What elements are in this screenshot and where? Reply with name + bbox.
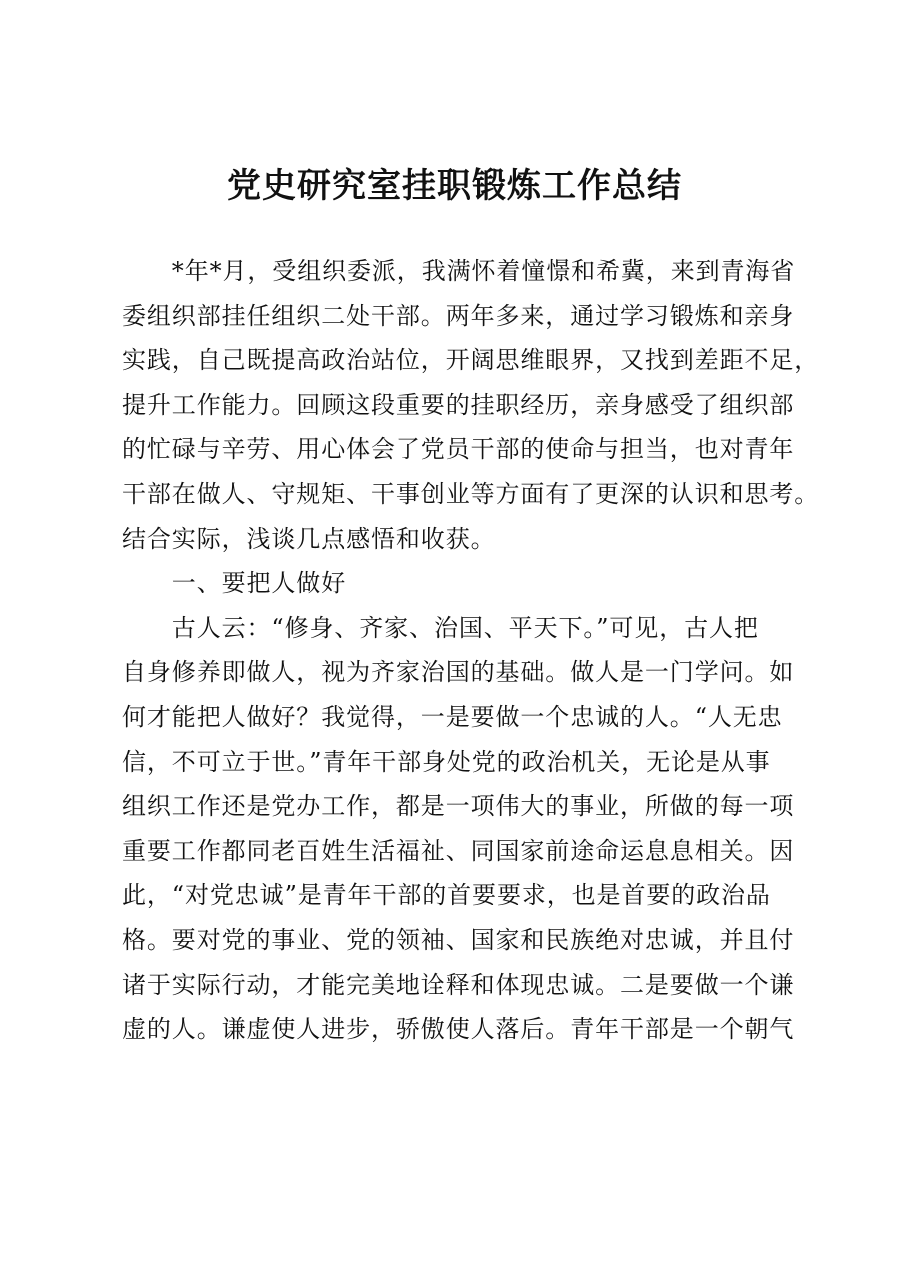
body-line: 委组织部挂任组织二处干部。两年多来，通过学习锻炼和亲身 <box>122 301 795 330</box>
body-line: 此，“对党忠诚”是青年干部的首要要求，也是首要的政治品 <box>122 881 771 910</box>
body-line: 的忙碌与辛劳、用心体会了党员干部的使命与担当，也对青年 <box>122 435 795 464</box>
document-body <box>122 249 820 1052</box>
body-line: 干部在做人、守规矩、干事创业等方面有了更深的认识和思考。 <box>122 479 820 508</box>
document-title: 党史研究室挂职锻炼工作总结 <box>227 166 682 206</box>
body-line: 重要工作都同老百姓生活福祉、同国家前途命运息息相关。因 <box>122 836 795 865</box>
body-line: 何才能把人做好？我觉得，一是要做一个忠诚的人。“人无忠 <box>122 702 783 731</box>
section-heading: 一、要把人做好 <box>122 569 347 598</box>
body-line: *年*月，受组织委派，我满怀着憧憬和希冀，来到青海省 <box>122 257 796 285</box>
body-line: 结合实际，浅谈几点感悟和收获。 <box>122 524 496 553</box>
body-line: 实践，自己既提高政治站位，开阔思维眼界，又找到差距不足， <box>122 346 820 375</box>
body-line: 诸于实际行动，才能完美地诠释和体现忠诚。二是要做一个谦 <box>122 970 795 999</box>
body-line: 信，不可立于世。”青年干部身处党的政治机关，无论是从事 <box>122 747 771 776</box>
body-line: 组织工作还是党办工作，都是一项伟大的事业，所做的每一项 <box>122 792 795 821</box>
body-line: 提升工作能力。回顾这段重要的挂职经历，亲身感受了组织部 <box>122 390 795 419</box>
body-line: 虚的人。谦虚使人进步，骄傲使人落后。青年干部是一个朝气 <box>122 1015 795 1044</box>
body-line: 自身修养即做人，视为齐家治国的基础。做人是一门学问。如 <box>122 658 795 687</box>
body-line: 格。要对党的事业、党的领袖、国家和民族绝对忠诚，并且付 <box>122 925 795 954</box>
body-line: 古人云：“修身、齐家、治国、平天下。”可见，古人把 <box>122 613 759 642</box>
